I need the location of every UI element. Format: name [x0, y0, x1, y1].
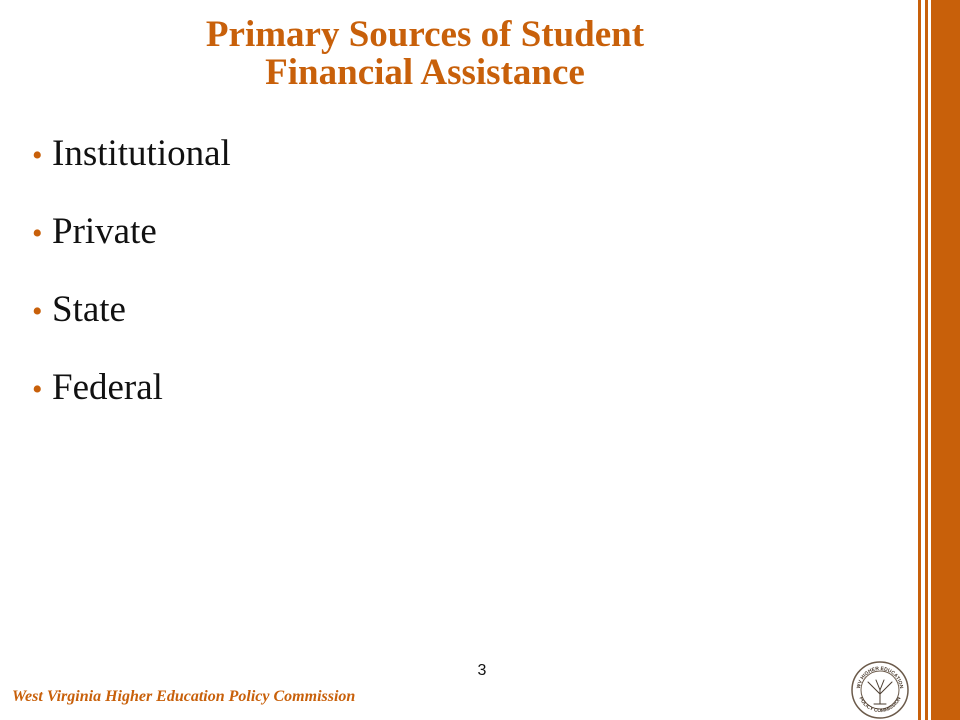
bullet-marker: •	[32, 217, 43, 250]
bullet-item-state	[32, 288, 231, 366]
bullet-item-private	[32, 210, 231, 288]
bullet-item-institutional	[32, 132, 231, 210]
bullet-marker: •	[32, 373, 43, 406]
bullet-item-federal	[32, 366, 231, 444]
decorative-stripe-wide	[931, 0, 960, 720]
bullet-label: State	[52, 289, 126, 330]
bullet-marker: •	[32, 295, 43, 328]
decorative-stripe-middle	[925, 0, 928, 720]
bullet-marker: •	[32, 139, 43, 172]
tree-seal-icon	[850, 660, 910, 720]
bullet-list	[32, 132, 231, 444]
page-number: 3	[477, 662, 487, 679]
slide-title	[80, 16, 770, 92]
decorative-stripe-left	[918, 0, 921, 720]
seal-top-text: WV HIGHER EDUCATION	[855, 665, 904, 690]
seal-bottom-text: POLICY COMMISSION	[857, 696, 903, 715]
slide-title-line-2: Financial Assistance	[265, 52, 585, 93]
bullet-label: Institutional	[52, 133, 231, 174]
slide-title-line-1: Primary Sources of Student	[205, 14, 645, 55]
footer-organization-name: West Virginia Higher Education Policy Commission	[12, 688, 356, 705]
bullet-label: Federal	[52, 367, 163, 408]
bullet-label: Private	[52, 211, 157, 252]
